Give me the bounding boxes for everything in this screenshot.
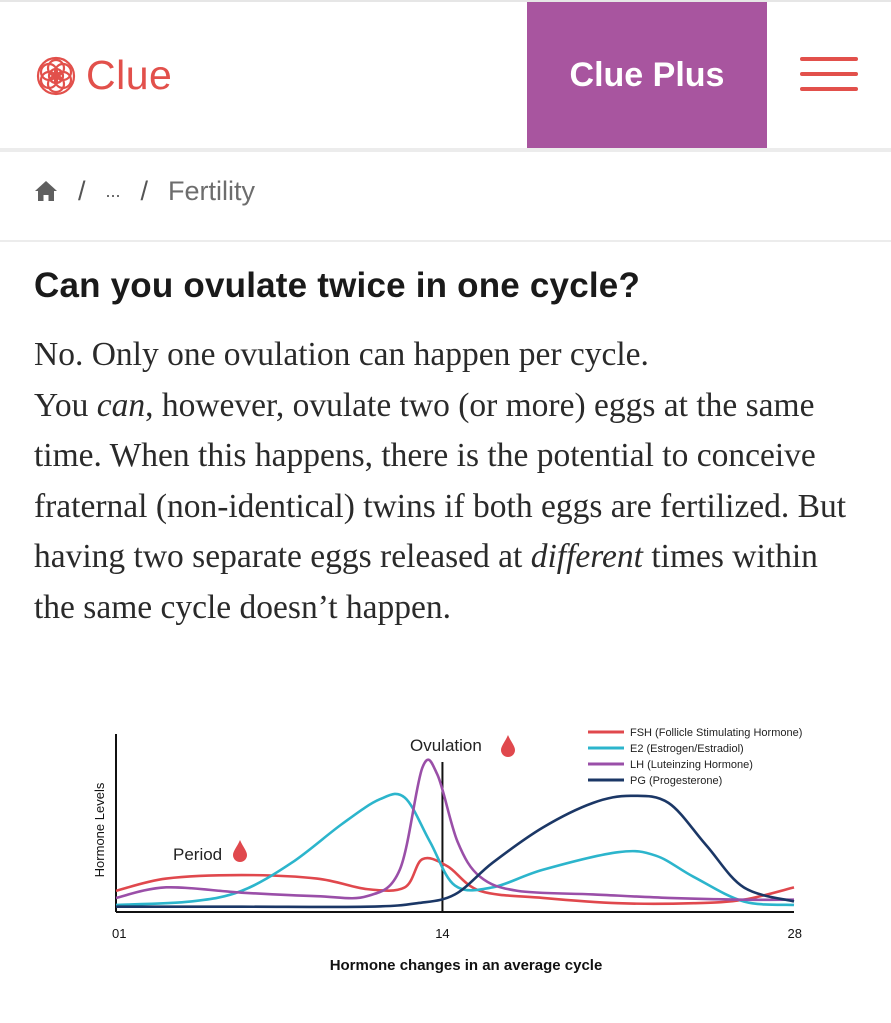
legend-label: E2 (Estrogen/Estradiol) [630, 743, 744, 755]
ovulation-blood-drop-icon [501, 735, 515, 757]
x-tick-label: 14 [435, 926, 450, 941]
paragraph-text: You [34, 386, 97, 424]
breadcrumb [34, 170, 255, 212]
header-divider [0, 148, 891, 152]
site-header [0, 2, 891, 148]
x-tick-label: 28 [787, 926, 802, 941]
flower-logo-icon [34, 54, 78, 98]
breadcrumb-current[interactable]: Fertility [168, 175, 256, 206]
breadcrumb-separator: / [140, 175, 149, 206]
hamburger-menu-icon[interactable] [800, 57, 858, 91]
clue-plus-label: Clue Plus [569, 55, 725, 94]
ovulation-annotation: Ovulation [410, 736, 482, 755]
period-annotation: Period [173, 845, 223, 864]
hormone-chart [80, 718, 840, 988]
logo-wordmark: Clue [86, 52, 173, 98]
clue-logo[interactable] [34, 52, 172, 99]
legend-label: PG (Progesterone) [630, 775, 723, 787]
legend-label: FSH (Follicle Stimulating Hormone) [630, 727, 803, 739]
emphasis-different: different [530, 538, 643, 575]
home-icon[interactable] [34, 180, 58, 202]
period-blood-drop-icon [233, 840, 247, 862]
y-axis-label: Hormone Levels [92, 782, 107, 878]
x-tick-label: 01 [112, 926, 127, 941]
article-title: Can you ovulate twice in one cycle? [34, 266, 641, 305]
x-axis-label: Hormone changes in an average cycle [329, 957, 603, 974]
paragraph-text: times within the same cycle doesn’t happen. [34, 538, 818, 626]
legend-label: LH (Luteinzing Hormone) [630, 759, 753, 771]
emphasis-can: can [96, 386, 146, 424]
breadcrumb-divider [0, 240, 891, 242]
paragraph-line-1: No. Only one ovulation can happen per cycle. [34, 336, 649, 373]
breadcrumb-separator: / [78, 175, 86, 206]
breadcrumb-ellipsis[interactable]: ... [105, 180, 121, 201]
paragraph-text: , however, ovulate two (or more) eggs at the same time. When this happens, there is the potential to conceive fraternal (non-identical) twins if both eggs are fertilized. But having two separate eggs released at [34, 386, 847, 575]
clue-plus-button[interactable] [527, 2, 767, 148]
article-paragraph [34, 330, 864, 633]
